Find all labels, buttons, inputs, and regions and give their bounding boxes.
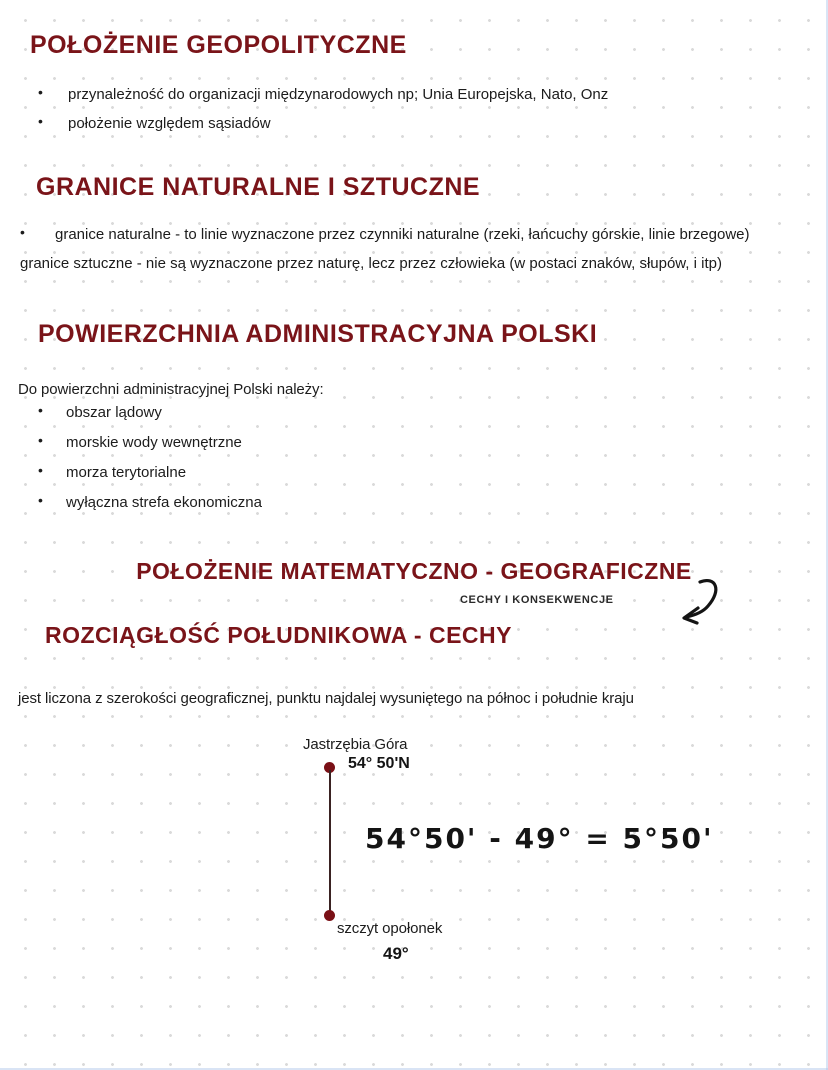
list-item-text: przynależność do organizacji międzynarodowych np; Unia Europejska, Nato, Onz — [68, 86, 609, 103]
section-intro-powierzchnia: Do powierzchni administracyjnej Polski należy: — [18, 381, 324, 398]
bullet-list-powierzchnia — [38, 404, 262, 524]
bullet-icon: • — [38, 432, 43, 448]
bullet-icon: • — [38, 462, 43, 478]
list-item-text: wyłączna strefa ekonomiczna — [66, 494, 262, 511]
list-item — [20, 255, 750, 284]
list-item — [38, 404, 262, 434]
section-title-matematyczno-geograficzne: POŁOŻENIE MATEMATYCZNO - GEOGRAFICZNE — [136, 558, 692, 584]
list-item — [38, 115, 608, 144]
equation-text: 54°50' - 49° = 5°50' — [365, 822, 714, 855]
bullet-icon: • — [38, 113, 43, 129]
diagram-bottom-point-dot — [324, 910, 335, 921]
section-title-granice: GRANICE NATURALNE I SZTUCZNE — [36, 173, 481, 201]
list-item — [38, 464, 262, 494]
list-item — [38, 494, 262, 524]
section-subtitle-cechy-konsekwencje: CECHY I KONSEKWENCJE — [460, 594, 614, 606]
bullet-icon — [0, 253, 20, 269]
section-title-rozciaglosc: ROZCIĄGŁOŚĆ POŁUDNIKOWA - CECHY — [45, 622, 512, 648]
curved-arrow-icon — [672, 574, 730, 626]
section-title-geopolityczne: POŁOŻENIE GEOPOLITYCZNE — [30, 31, 407, 59]
list-item-text: obszar lądowy — [66, 404, 162, 421]
bullet-icon: • — [38, 492, 43, 508]
list-item-text: morskie wody wewnętrzne — [66, 434, 242, 451]
bullet-list-geopolityczne — [38, 86, 608, 144]
bullet-list-granice — [20, 226, 750, 284]
bullet-icon: • — [20, 224, 25, 240]
list-item-text: morza terytorialne — [66, 464, 187, 481]
rozciaglosc-description: jest liczona z szerokości geograficznej, punktu najdalej wysuniętego na północ i południe kraju — [18, 690, 634, 707]
bullet-icon: • — [38, 84, 43, 100]
diagram-bottom-label: szczyt opołonek — [337, 920, 443, 937]
list-item-text: granice naturalne - to linie wyznaczone przez czynniki naturalne (rzeki, łańcuchy górskie, linie brzegowe) — [55, 226, 750, 243]
list-item — [38, 434, 262, 464]
list-item-text: granice sztuczne - nie są wyznaczone przez naturę, lecz przez człowieka (w postaci znaków, słupów, i itp) — [20, 255, 722, 272]
diagram-top-value: 54° 50'N — [348, 755, 410, 772]
bullet-icon: • — [38, 402, 43, 418]
list-item-text: położenie względem sąsiadów — [68, 115, 271, 132]
list-item — [20, 226, 750, 255]
diagram-bottom-value: 49° — [383, 944, 409, 963]
diagram-meridian-line — [329, 770, 331, 916]
diagram-top-label: Jastrzębia Góra — [303, 736, 408, 753]
list-item — [38, 86, 608, 115]
section-title-powierzchnia: POWIERZCHNIA ADMINISTRACYJNA POLSKI — [38, 320, 598, 348]
